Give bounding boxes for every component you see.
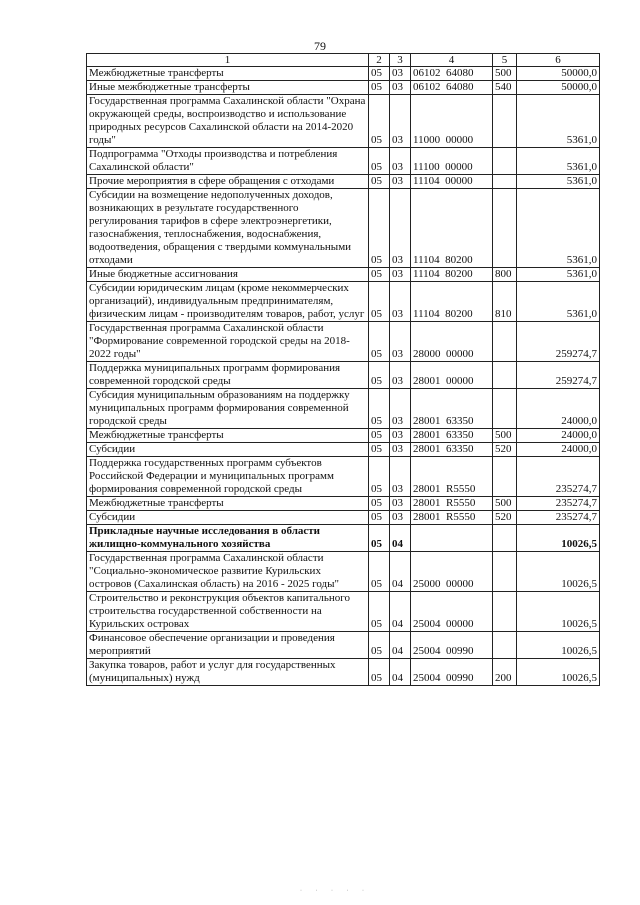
row-code-5-cell xyxy=(493,148,517,175)
row-name-cell: Субсидия муниципальным образованиям на поддержку муниципальных программ формирования современной городской среды xyxy=(87,389,369,429)
row-code-4-cell: 28001 63350 xyxy=(411,443,493,457)
header-cell-3: 3 xyxy=(390,54,411,67)
row-code-5-cell: 500 xyxy=(493,429,517,443)
row-code-2-cell: 05 xyxy=(369,362,390,389)
header-cell-1: 1 xyxy=(87,54,369,67)
row-code-4-cell: 25004 00000 xyxy=(411,592,493,632)
row-amount-cell: 10026,5 xyxy=(517,525,600,552)
row-code-3-cell: 03 xyxy=(390,457,411,497)
row-code-3-cell: 03 xyxy=(390,81,411,95)
row-code-3-cell: 03 xyxy=(390,175,411,189)
row-code-5-cell: 540 xyxy=(493,81,517,95)
row-code-3-cell: 03 xyxy=(390,362,411,389)
row-code-3-cell: 03 xyxy=(390,429,411,443)
row-code-2-cell: 05 xyxy=(369,632,390,659)
row-amount-cell: 24000,0 xyxy=(517,429,600,443)
row-code-3-cell: 04 xyxy=(390,659,411,686)
row-name-cell: Закупка товаров, работ и услуг для государственных (муниципальных) нужд xyxy=(87,659,369,686)
row-code-2-cell: 05 xyxy=(369,511,390,525)
row-code-4-cell: 28000 00000 xyxy=(411,322,493,362)
row-code-5-cell xyxy=(493,322,517,362)
row-code-2-cell: 05 xyxy=(369,95,390,148)
row-code-2-cell: 05 xyxy=(369,322,390,362)
row-code-4-cell: 25004 00990 xyxy=(411,632,493,659)
row-amount-cell: 10026,5 xyxy=(517,592,600,632)
table-row xyxy=(87,632,600,659)
row-amount-cell: 10026,5 xyxy=(517,632,600,659)
row-code-3-cell: 04 xyxy=(390,592,411,632)
row-code-4-cell: 06102 64080 xyxy=(411,81,493,95)
row-name-cell: Межбюджетные трансферты xyxy=(87,429,369,443)
table-row xyxy=(87,443,600,457)
row-amount-cell: 50000,0 xyxy=(517,81,600,95)
table-row xyxy=(87,429,600,443)
row-amount-cell: 10026,5 xyxy=(517,659,600,686)
row-amount-cell: 5361,0 xyxy=(517,175,600,189)
row-name-cell: Подпрограмма "Отходы производства и потребления Сахалинской области" xyxy=(87,148,369,175)
row-code-3-cell: 03 xyxy=(390,282,411,322)
table-row xyxy=(87,268,600,282)
row-code-5-cell xyxy=(493,457,517,497)
row-code-2-cell: 05 xyxy=(369,189,390,268)
row-amount-cell: 5361,0 xyxy=(517,148,600,175)
row-code-4-cell: 06102 64080 xyxy=(411,67,493,81)
row-code-5-cell xyxy=(493,95,517,148)
row-name-cell: Субсидии на возмещение недополученных доходов, возникающих в результате государственного регулирования тарифов в сфере электроэнергетики, газоснабжения, теплоснабжения, водоснабжения, водоотведения, обращения с твердыми коммунальными отходами xyxy=(87,189,369,268)
row-code-5-cell: 500 xyxy=(493,497,517,511)
row-amount-cell: 5361,0 xyxy=(517,189,600,268)
row-name-cell: Субсидии xyxy=(87,511,369,525)
row-code-3-cell: 04 xyxy=(390,525,411,552)
row-code-5-cell: 520 xyxy=(493,511,517,525)
row-amount-cell: 50000,0 xyxy=(517,67,600,81)
row-code-4-cell: 28001 63350 xyxy=(411,389,493,429)
table-row xyxy=(87,592,600,632)
row-name-cell: Поддержка муниципальных программ формирования современной городской среды xyxy=(87,362,369,389)
row-code-3-cell: 04 xyxy=(390,552,411,592)
row-code-2-cell: 05 xyxy=(369,429,390,443)
row-name-cell: Межбюджетные трансферты xyxy=(87,67,369,81)
row-code-5-cell xyxy=(493,362,517,389)
table-row xyxy=(87,525,600,552)
row-code-4-cell: 11104 80200 xyxy=(411,282,493,322)
row-amount-cell: 259274,7 xyxy=(517,322,600,362)
row-code-5-cell xyxy=(493,525,517,552)
row-amount-cell: 5361,0 xyxy=(517,268,600,282)
table-row xyxy=(87,457,600,497)
row-name-cell: Субсидии юридическим лицам (кроме некоммерческих организаций), индивидуальным предпринимателям, физическим лицам - производителям товаров, работ, услуг xyxy=(87,282,369,322)
row-code-5-cell: 500 xyxy=(493,67,517,81)
row-code-4-cell: 25000 00000 xyxy=(411,552,493,592)
header-row xyxy=(87,54,600,67)
table-row xyxy=(87,511,600,525)
row-code-3-cell: 04 xyxy=(390,632,411,659)
row-name-cell: Поддержка государственных программ субъектов Российской Федерации и муниципальных программ формирования современной городской среды xyxy=(87,457,369,497)
table-row xyxy=(87,322,600,362)
row-code-3-cell: 03 xyxy=(390,189,411,268)
row-code-2-cell: 05 xyxy=(369,148,390,175)
row-amount-cell: 5361,0 xyxy=(517,95,600,148)
row-code-2-cell: 05 xyxy=(369,389,390,429)
header-cell-4: 4 xyxy=(411,54,493,67)
table-row xyxy=(87,81,600,95)
row-name-cell: Иные бюджетные ассигнования xyxy=(87,268,369,282)
row-code-3-cell: 03 xyxy=(390,268,411,282)
table-row xyxy=(87,362,600,389)
row-amount-cell: 235274,7 xyxy=(517,457,600,497)
row-code-4-cell: 28001 R5550 xyxy=(411,511,493,525)
row-code-4-cell: 28001 63350 xyxy=(411,429,493,443)
row-code-2-cell: 05 xyxy=(369,552,390,592)
row-code-4-cell: 11104 80200 xyxy=(411,268,493,282)
row-code-3-cell: 03 xyxy=(390,497,411,511)
row-code-5-cell xyxy=(493,189,517,268)
table-row xyxy=(87,175,600,189)
header-cell-6: 6 xyxy=(517,54,600,67)
row-code-5-cell: 520 xyxy=(493,443,517,457)
row-code-2-cell: 05 xyxy=(369,497,390,511)
row-code-4-cell: 28001 R5550 xyxy=(411,497,493,511)
table-row xyxy=(87,389,600,429)
row-code-3-cell: 03 xyxy=(390,148,411,175)
row-code-3-cell: 03 xyxy=(390,389,411,429)
header-cell-5: 5 xyxy=(493,54,517,67)
row-amount-cell: 5361,0 xyxy=(517,282,600,322)
row-code-4-cell: 11000 00000 xyxy=(411,95,493,148)
row-code-4-cell: 28001 R5550 xyxy=(411,457,493,497)
page-number: 79 xyxy=(314,39,326,53)
row-code-2-cell: 05 xyxy=(369,81,390,95)
table-row xyxy=(87,67,600,81)
row-code-5-cell xyxy=(493,389,517,429)
row-name-cell: Прикладные научные исследования в области жилищно-коммунального хозяйства xyxy=(87,525,369,552)
row-code-2-cell: 05 xyxy=(369,443,390,457)
row-name-cell: Строительство и реконструкция объектов капитального строительства государственной собственности на Курильских островах xyxy=(87,592,369,632)
row-code-5-cell xyxy=(493,552,517,592)
table-row xyxy=(87,189,600,268)
row-amount-cell: 235274,7 xyxy=(517,511,600,525)
row-amount-cell: 235274,7 xyxy=(517,497,600,511)
table-row xyxy=(87,552,600,592)
row-code-2-cell: 05 xyxy=(369,592,390,632)
row-code-3-cell: 03 xyxy=(390,443,411,457)
row-name-cell: Государственная программа Сахалинской области "Охрана окружающей среды, воспроизводство и использование природных ресурсов Сахалинской области на 2014-2020 годы" xyxy=(87,95,369,148)
row-code-3-cell: 03 xyxy=(390,511,411,525)
row-code-3-cell: 03 xyxy=(390,322,411,362)
row-name-cell: Государственная программа Сахалинской области "Формирование современной городской среды на 2018-2022 годы" xyxy=(87,322,369,362)
row-code-4-cell xyxy=(411,525,493,552)
row-code-5-cell xyxy=(493,592,517,632)
row-code-4-cell: 11100 00000 xyxy=(411,148,493,175)
row-code-2-cell: 05 xyxy=(369,268,390,282)
table-row xyxy=(87,95,600,148)
table-row xyxy=(87,659,600,686)
row-code-2-cell: 05 xyxy=(369,67,390,81)
row-code-4-cell: 25004 00990 xyxy=(411,659,493,686)
row-amount-cell: 259274,7 xyxy=(517,362,600,389)
row-code-5-cell: 810 xyxy=(493,282,517,322)
row-amount-cell: 24000,0 xyxy=(517,389,600,429)
row-code-2-cell: 05 xyxy=(369,175,390,189)
row-name-cell: Межбюджетные трансферты xyxy=(87,497,369,511)
row-name-cell: Иные межбюджетные трансферты xyxy=(87,81,369,95)
row-code-3-cell: 03 xyxy=(390,95,411,148)
row-code-4-cell: 11104 80200 xyxy=(411,189,493,268)
row-code-4-cell: 11104 00000 xyxy=(411,175,493,189)
row-code-5-cell xyxy=(493,175,517,189)
row-code-2-cell: 05 xyxy=(369,659,390,686)
row-code-5-cell xyxy=(493,632,517,659)
row-code-2-cell: 05 xyxy=(369,457,390,497)
scan-specks: · · · · · xyxy=(300,888,370,894)
budget-table xyxy=(86,53,600,686)
row-name-cell: Государственная программа Сахалинской области "Социально-экономическое развитие Курильских островов (Сахалинская область) на 2016 - 2025 годы" xyxy=(87,552,369,592)
row-amount-cell: 10026,5 xyxy=(517,552,600,592)
row-code-3-cell: 03 xyxy=(390,67,411,81)
row-code-5-cell: 200 xyxy=(493,659,517,686)
table-row xyxy=(87,282,600,322)
table-row xyxy=(87,148,600,175)
row-name-cell: Финансовое обеспечение организации и проведения мероприятий xyxy=(87,632,369,659)
row-code-4-cell: 28001 00000 xyxy=(411,362,493,389)
header-cell-2: 2 xyxy=(369,54,390,67)
table-row xyxy=(87,497,600,511)
row-code-2-cell: 05 xyxy=(369,525,390,552)
row-code-2-cell: 05 xyxy=(369,282,390,322)
row-name-cell: Прочие мероприятия в сфере обращения с отходами xyxy=(87,175,369,189)
row-name-cell: Субсидии xyxy=(87,443,369,457)
row-code-5-cell: 800 xyxy=(493,268,517,282)
row-amount-cell: 24000,0 xyxy=(517,443,600,457)
